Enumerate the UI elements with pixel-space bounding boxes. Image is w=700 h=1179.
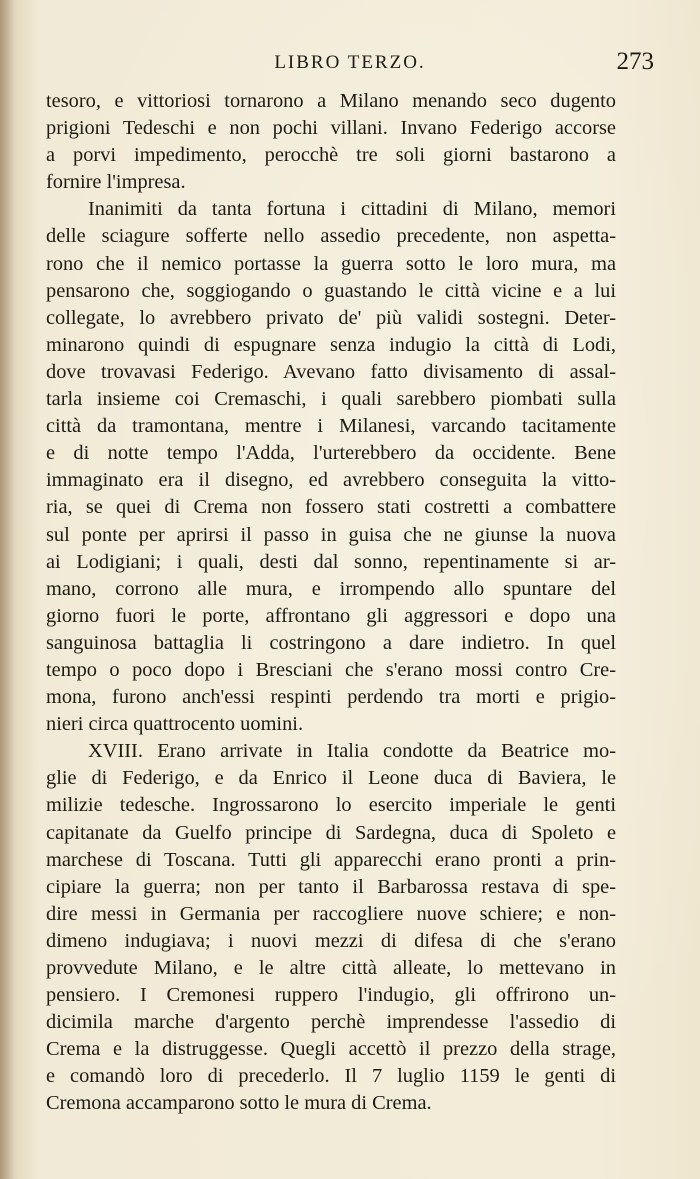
paragraph xyxy=(46,196,616,738)
text-line: tempo o poco dopo i Bresciani che s'erano mossi contro Cre- xyxy=(46,658,616,681)
text-line: XVIII. Erano arrivate in Italia condotte da Beatrice mo- xyxy=(88,740,616,763)
text-line: Cremona accamparono sotto le mura di Crema. xyxy=(46,1092,432,1115)
text-line: e di notte tempo l'Adda, l'urterebbero da occidente. Bene xyxy=(46,442,616,465)
text-line: e comandò loro di precederlo. Il 7 luglio 1159 le genti di xyxy=(46,1065,616,1088)
text-line: cipiare la guerra; non per tanto il Barbarossa restava di spe- xyxy=(46,875,616,898)
text-line: dimeno indugiava; i nuovi mezzi di difesa di che s'erano xyxy=(46,929,616,952)
text-line: marchese di Toscana. Tutti gli apparecchi erano pronti a prin- xyxy=(46,848,616,871)
text-line: tarla insieme coi Cremaschi, i quali sarebbero piombati sulla xyxy=(46,388,616,411)
running-head: LIBRO TERZO. xyxy=(274,52,426,73)
text-line: Crema e la distruggesse. Quegli accettò il prezzo della strage, xyxy=(46,1038,616,1061)
text-line: città da tramontana, mentre i Milanesi, varcando tacitamente xyxy=(46,415,616,438)
text-line: dicimila marche d'argento perchè imprendesse l'assedio di xyxy=(46,1011,616,1034)
text-line: nieri circa quattrocento uomini. xyxy=(46,713,304,736)
text-line: glie di Federigo, e da Enrico il Leone duca di Baviera, le xyxy=(46,767,616,790)
gutter-shadow xyxy=(0,0,14,1179)
text-line: pensarono che, soggiogando o guastando le città vicine e a lui xyxy=(46,279,616,302)
text-line: prigioni Tedeschi e non pochi villani. Invano Federigo accorse xyxy=(46,117,616,140)
text-line: fornire l'impresa. xyxy=(46,171,186,194)
page-header xyxy=(46,48,654,84)
body-text xyxy=(46,88,616,1118)
text-line: pensiero. I Cremonesi ruppero l'indugio, gli offrirono un- xyxy=(46,984,616,1007)
text-line: minarono quindi di espugnare senza indugio la città di Lodi, xyxy=(46,333,616,356)
text-line: Inanimiti da tanta fortuna i cittadini di Milano, memori xyxy=(88,198,616,221)
text-line: mano, corrono alle mura, e irrompendo allo spuntare del xyxy=(46,577,616,600)
text-line: giorno fuori le porte, affrontano gli aggressori e dopo una xyxy=(46,604,616,627)
text-line: mona, furono anch'essi respinti perdendo tra morti e prigio- xyxy=(46,686,616,709)
paragraph xyxy=(46,738,616,1117)
text-line: a porvi impedimento, perocchè tre soli giorni bastarono a xyxy=(46,144,616,167)
text-line: rono che il nemico portasse la guerra sotto le loro mura, ma xyxy=(46,252,616,275)
text-line: capitanate da Guelfo principe di Sardegna, duca di Spoleto e xyxy=(46,821,616,844)
text-line: provvedute Milano, e le altre città alleate, lo mettevano in xyxy=(46,957,616,979)
text-line: delle sciagure sofferte nello assedio precedente, non aspetta- xyxy=(46,225,616,248)
text-line: sul ponte per aprirsi il passo in guisa che ne giunse la nuova xyxy=(46,523,616,546)
text-line: milizie tedesche. Ingrossarono lo esercito imperiale le genti xyxy=(46,794,616,817)
text-line: immaginato era il disegno, ed avrebbero conseguita la vitto- xyxy=(46,469,616,492)
text-line: sanguinosa battaglia li costringono a dare indietro. In quel xyxy=(46,631,616,654)
text-line: ai Lodigiani; i quali, desti dal sonno, repentinamente si ar- xyxy=(46,550,616,573)
text-line: dire messi in Germania per raccogliere nuove schiere; e non- xyxy=(46,902,616,925)
text-line: dove trovavasi Federigo. Avevano fatto divisamento di assal- xyxy=(46,360,616,383)
paragraph xyxy=(46,88,616,196)
text-line: ria, se quei di Crema non fossero stati costretti a combattere xyxy=(46,496,616,519)
text-line: tesoro, e vittoriosi tornarono a Milano menando seco dugento xyxy=(46,90,616,112)
text-line: collegate, lo avrebbero privato de' più validi sostegni. Deter- xyxy=(46,306,616,329)
page-number: 273 xyxy=(616,48,654,75)
